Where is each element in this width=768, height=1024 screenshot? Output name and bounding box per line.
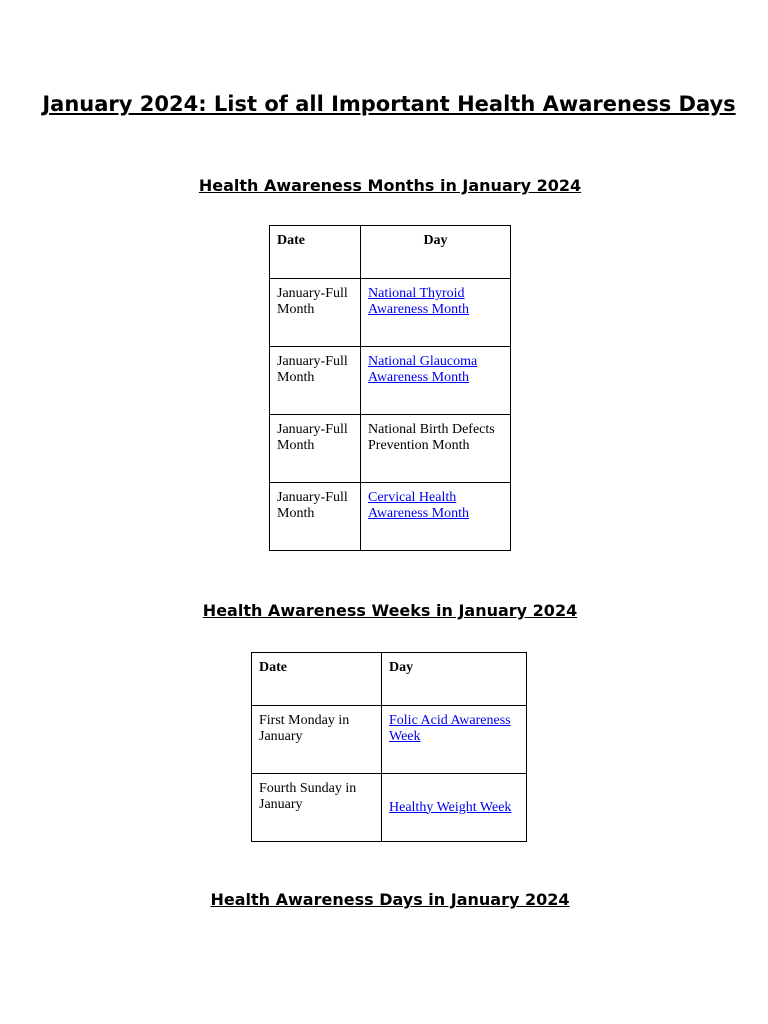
day-cell (361, 483, 511, 551)
date-cell: January-Full Month (270, 415, 361, 483)
date-column-header: Date (252, 653, 382, 706)
table-header-row (270, 226, 511, 279)
table-row (252, 706, 527, 774)
table-row (252, 774, 527, 842)
day-cell (361, 347, 511, 415)
day-cell (382, 774, 527, 842)
date-cell: January-Full Month (270, 483, 361, 551)
day-cell: National Birth Defects Prevention Month (361, 415, 511, 483)
cervical-health-awareness-month-link[interactable]: Cervical Health Awareness Month (368, 490, 469, 521)
date-column-header: Date (270, 226, 361, 279)
table-row (270, 279, 511, 347)
months-table (269, 225, 511, 551)
weeks-table (251, 652, 527, 842)
day-cell (361, 279, 511, 347)
months-section-heading: Health Awareness Months in January 2024 (198, 176, 582, 195)
date-cell: January-Full Month (270, 347, 361, 415)
folic-acid-awareness-week-link[interactable]: Folic Acid Awareness Week (389, 713, 511, 744)
national-glaucoma-awareness-month-link[interactable]: National Glaucoma Awareness Month (368, 354, 478, 385)
weeks-section-heading: Health Awareness Weeks in January 2024 (202, 601, 578, 620)
date-cell: Fourth Sunday in January (252, 774, 382, 842)
table-row (270, 347, 511, 415)
day-column-header: Day (382, 653, 527, 706)
day-column-header: Day (361, 226, 511, 279)
page-title: January 2024: List of all Important Health Awareness Days (42, 92, 736, 116)
healthy-weight-week-link[interactable]: Healthy Weight Week (389, 799, 512, 815)
days-section-heading: Health Awareness Days in January 2024 (210, 890, 570, 909)
table-header-row (252, 653, 527, 706)
date-cell: January-Full Month (270, 279, 361, 347)
day-cell (382, 706, 527, 774)
date-cell: First Monday in January (252, 706, 382, 774)
table-row (270, 415, 511, 483)
national-thyroid-awareness-month-link[interactable]: National Thyroid Awareness Month (368, 286, 469, 317)
table-row (270, 483, 511, 551)
